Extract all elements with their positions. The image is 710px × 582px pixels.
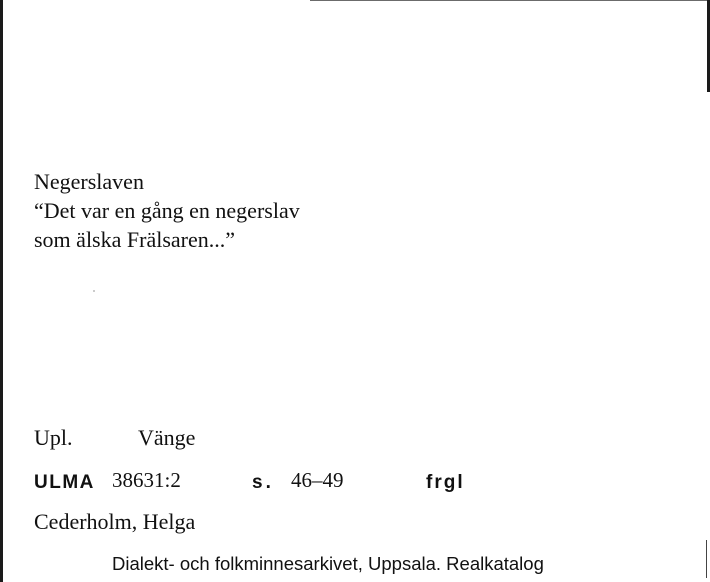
incipit-line-2: som älska Frälsaren...” [34,227,235,252]
paper-speck [93,290,95,292]
collector-name: Cederholm, Helga [34,509,196,534]
archive-label: ULMA [34,472,95,493]
card-right-edge-lower [706,540,707,578]
page-label: s. [252,472,274,493]
incipit-line-1: “Det var en gång en negerslav [34,198,300,223]
archive-number: 38631:2 [112,468,181,492]
card-top-edge [310,0,710,1]
reference-row [34,468,684,498]
province: Upl. [34,425,73,450]
archive-footer: Dialekt- och folkminnesarkivet, Uppsala. Realkatalog [112,553,544,574]
song-title-block [34,167,300,254]
song-title: Negerslaven [34,169,144,194]
parish: Vänge [138,425,196,450]
page-range: 46–49 [291,468,344,492]
place-row [34,425,196,451]
card-left-edge [0,0,3,582]
genre-code: frgl [426,472,465,493]
